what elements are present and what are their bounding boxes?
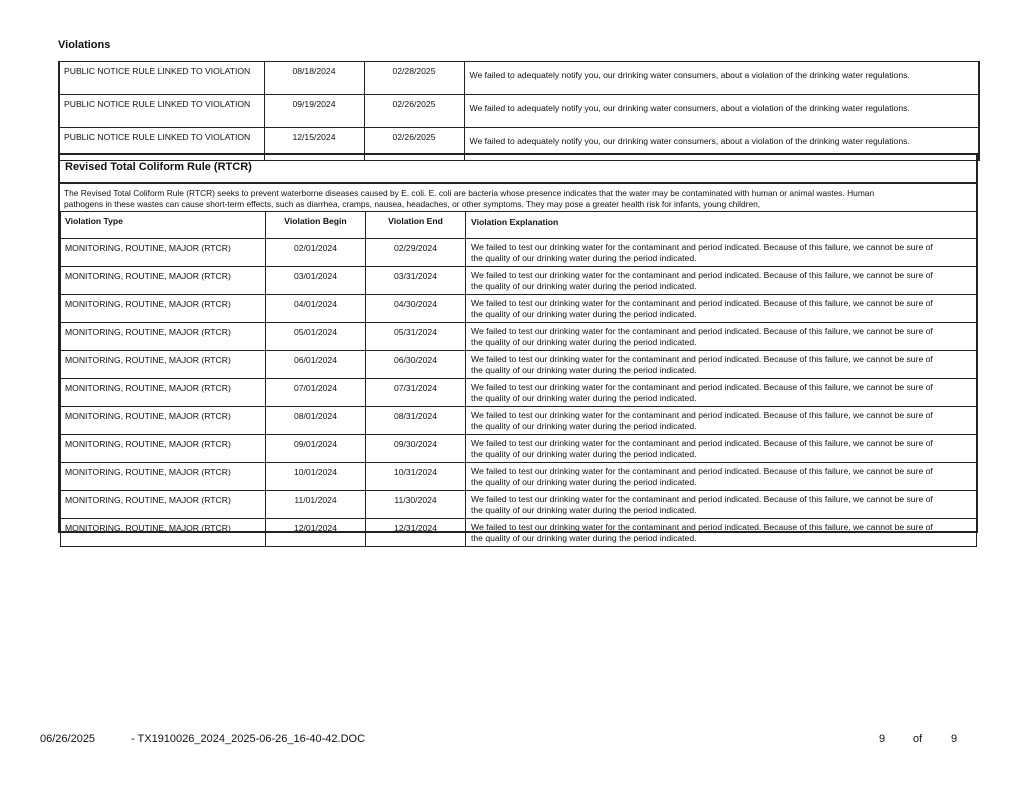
explanation-line: the quality of our drinking water during the period indicated. — [471, 280, 697, 291]
violation-end-cell: 02/28/2025 — [364, 62, 464, 95]
table-row — [61, 267, 977, 295]
violation-explanation-cell — [466, 379, 977, 407]
violation-begin-cell: 08/01/2024 — [266, 407, 366, 435]
table-row — [61, 351, 977, 379]
violation-begin-cell: 09/01/2024 — [266, 435, 366, 463]
violation-begin-cell: 06/01/2024 — [266, 351, 366, 379]
violation-end-cell: 02/29/2024 — [366, 239, 466, 267]
table-row — [61, 379, 977, 407]
violation-end-cell: 02/26/2025 — [364, 128, 464, 161]
violation-explanation-cell — [466, 239, 977, 267]
violation-type-cell: MONITORING, ROUTINE, MAJOR (RTCR) — [61, 295, 266, 323]
violations-heading: Violations — [58, 39, 111, 51]
explanation-line: We failed to test our drinking water for the contaminant and period indicated. Because of this failure, we cannot be sure of — [471, 466, 933, 476]
violation-begin-cell: 05/01/2024 — [266, 323, 366, 351]
footer-date: 06/26/2025 — [40, 733, 96, 745]
footer-of-label: of — [913, 733, 923, 745]
table-header-row — [61, 212, 977, 239]
header-violation-type: Violation Type — [61, 212, 266, 239]
explanation-line: the quality of our drinking water during the period indicated. — [471, 392, 697, 403]
violation-begin-cell: 11/01/2024 — [266, 491, 366, 519]
footer-document-name: - TX1910026_2024_2025-06-26_16-40-42.DOC — [131, 733, 366, 745]
table-row — [61, 519, 977, 547]
rtcr-description-line: pathogens in these wastes can cause short-term effects, such as diarrhea, cramps, nausea, headaches, or other symptoms. They may pose a greater health risk for infants, young children, — [64, 199, 761, 209]
explanation-line: We failed to test our drinking water for the contaminant and period indicated. Because of this failure, we cannot be sure of — [471, 382, 933, 392]
explanation-line: the quality of our drinking water during the period indicated. — [471, 476, 697, 487]
explanation-line: the quality of our drinking water during the period indicated. — [471, 420, 697, 431]
violation-end-cell: 05/31/2024 — [366, 323, 466, 351]
violation-type-cell: MONITORING, ROUTINE, MAJOR (RTCR) — [61, 351, 266, 379]
violation-begin-cell: 12/15/2024 — [264, 128, 364, 161]
violation-begin-cell: 12/01/2024 — [266, 519, 366, 547]
violation-end-cell: 08/31/2024 — [366, 407, 466, 435]
violation-begin-cell: 08/18/2024 — [264, 62, 364, 95]
rtcr-violations-table — [60, 211, 977, 547]
violation-end-cell: 07/31/2024 — [366, 379, 466, 407]
footer-page-number: 9 — [879, 733, 886, 745]
explanation-line: We failed to test our drinking water for the contaminant and period indicated. Because of this failure, we cannot be sure of — [471, 410, 933, 420]
explanation-line: We failed to test our drinking water for the contaminant and period indicated. Because of this failure, we cannot be sure of — [471, 438, 933, 448]
violation-explanation-cell: We failed to adequately notify you, our drinking water consumers, about a violation of the drinking water regulations. — [464, 62, 979, 95]
table-row — [61, 435, 977, 463]
table-row — [59, 62, 979, 95]
violation-type-cell: MONITORING, ROUTINE, MAJOR (RTCR) — [61, 323, 266, 351]
violation-type-cell: PUBLIC NOTICE RULE LINKED TO VIOLATION — [59, 128, 264, 161]
violation-type-cell: MONITORING, ROUTINE, MAJOR (RTCR) — [61, 519, 266, 547]
explanation-line: the quality of our drinking water during the period indicated. — [471, 364, 697, 375]
violation-explanation-cell — [466, 323, 977, 351]
violation-end-cell: 03/31/2024 — [366, 267, 466, 295]
explanation-line: We failed to test our drinking water for the contaminant and period indicated. Because of this failure, we cannot be sure of — [471, 298, 933, 308]
public-notice-table — [58, 61, 980, 161]
table-row — [61, 491, 977, 519]
violation-end-cell: 09/30/2024 — [366, 435, 466, 463]
explanation-line: We failed to test our drinking water for the contaminant and period indicated. Because of this failure, we cannot be sure of — [471, 522, 933, 532]
violation-type-cell: MONITORING, ROUTINE, MAJOR (RTCR) — [61, 435, 266, 463]
violation-explanation-cell: We failed to adequately notify you, our drinking water consumers, about a violation of the drinking water regulations. — [464, 95, 979, 128]
violation-explanation-cell — [466, 351, 977, 379]
table-row — [59, 95, 979, 128]
header-violation-end: Violation End — [366, 212, 466, 239]
violation-begin-cell: 09/19/2024 — [264, 95, 364, 128]
violation-explanation-cell: We failed to adequately notify you, our drinking water consumers, about a violation of the drinking water regulations. — [464, 128, 979, 161]
explanation-line: We failed to test our drinking water for the contaminant and period indicated. Because of this failure, we cannot be sure of — [471, 354, 933, 364]
violation-type-cell: PUBLIC NOTICE RULE LINKED TO VIOLATION — [59, 62, 264, 95]
violation-end-cell: 06/30/2024 — [366, 351, 466, 379]
explanation-line: the quality of our drinking water during the period indicated. — [471, 448, 697, 459]
table-row — [61, 295, 977, 323]
explanation-line: the quality of our drinking water during the period indicated. — [471, 336, 697, 347]
violation-type-cell: MONITORING, ROUTINE, MAJOR (RTCR) — [61, 407, 266, 435]
explanation-line: the quality of our drinking water during the period indicated. — [471, 504, 697, 515]
rtcr-description-line: The Revised Total Coliform Rule (RTCR) seeks to prevent waterborne diseases caused by E. coli. E. coli are bacteria whose presence indicates that the water may be contaminated with human or animal wastes. Human — [64, 188, 875, 198]
header-violation-begin: Violation Begin — [266, 212, 366, 239]
rtcr-section — [58, 153, 978, 543]
violation-type-cell: MONITORING, ROUTINE, MAJOR (RTCR) — [61, 239, 266, 267]
explanation-line: We failed to test our drinking water for the contaminant and period indicated. Because of this failure, we cannot be sure of — [471, 242, 933, 252]
rtcr-description — [64, 188, 976, 210]
table-row — [61, 323, 977, 351]
violation-begin-cell: 02/01/2024 — [266, 239, 366, 267]
explanation-line: We failed to test our drinking water for the contaminant and period indicated. Because of this failure, we cannot be sure of — [471, 270, 933, 280]
violation-type-cell: MONITORING, ROUTINE, MAJOR (RTCR) — [61, 463, 266, 491]
explanation-line: the quality of our drinking water during the period indicated. — [471, 252, 697, 263]
explanation-line: We failed to test our drinking water for the contaminant and period indicated. Because of this failure, we cannot be sure of — [471, 326, 933, 336]
table-row — [61, 239, 977, 267]
violation-begin-cell: 04/01/2024 — [266, 295, 366, 323]
violation-explanation-cell — [466, 519, 977, 547]
violation-end-cell: 02/26/2025 — [364, 95, 464, 128]
violation-begin-cell: 03/01/2024 — [266, 267, 366, 295]
violation-type-cell: PUBLIC NOTICE RULE LINKED TO VIOLATION — [59, 95, 264, 128]
violation-type-cell: MONITORING, ROUTINE, MAJOR (RTCR) — [61, 491, 266, 519]
violation-explanation-cell — [466, 435, 977, 463]
violation-begin-cell: 07/01/2024 — [266, 379, 366, 407]
header-violation-explanation: Violation Explanation — [466, 212, 977, 239]
violation-type-cell: MONITORING, ROUTINE, MAJOR (RTCR) — [61, 267, 266, 295]
violation-explanation-cell — [466, 267, 977, 295]
table-row — [61, 463, 977, 491]
violation-explanation-cell — [466, 491, 977, 519]
rtcr-title: Revised Total Coliform Rule (RTCR) — [65, 161, 252, 173]
violation-explanation-cell — [466, 463, 977, 491]
violation-end-cell: 12/31/2024 — [366, 519, 466, 547]
violation-explanation-cell — [466, 407, 977, 435]
footer-total-pages: 9 — [951, 733, 958, 745]
explanation-line: the quality of our drinking water during the period indicated. — [471, 308, 697, 319]
table-row — [61, 407, 977, 435]
explanation-line: We failed to test our drinking water for the contaminant and period indicated. Because of this failure, we cannot be sure of — [471, 494, 933, 504]
violation-end-cell: 10/31/2024 — [366, 463, 466, 491]
violation-type-cell: MONITORING, ROUTINE, MAJOR (RTCR) — [61, 379, 266, 407]
violation-explanation-cell — [466, 295, 977, 323]
section-divider — [60, 182, 976, 184]
violation-end-cell: 11/30/2024 — [366, 491, 466, 519]
violation-end-cell: 04/30/2024 — [366, 295, 466, 323]
violation-begin-cell: 10/01/2024 — [266, 463, 366, 491]
explanation-line: the quality of our drinking water during the period indicated. — [471, 532, 697, 543]
